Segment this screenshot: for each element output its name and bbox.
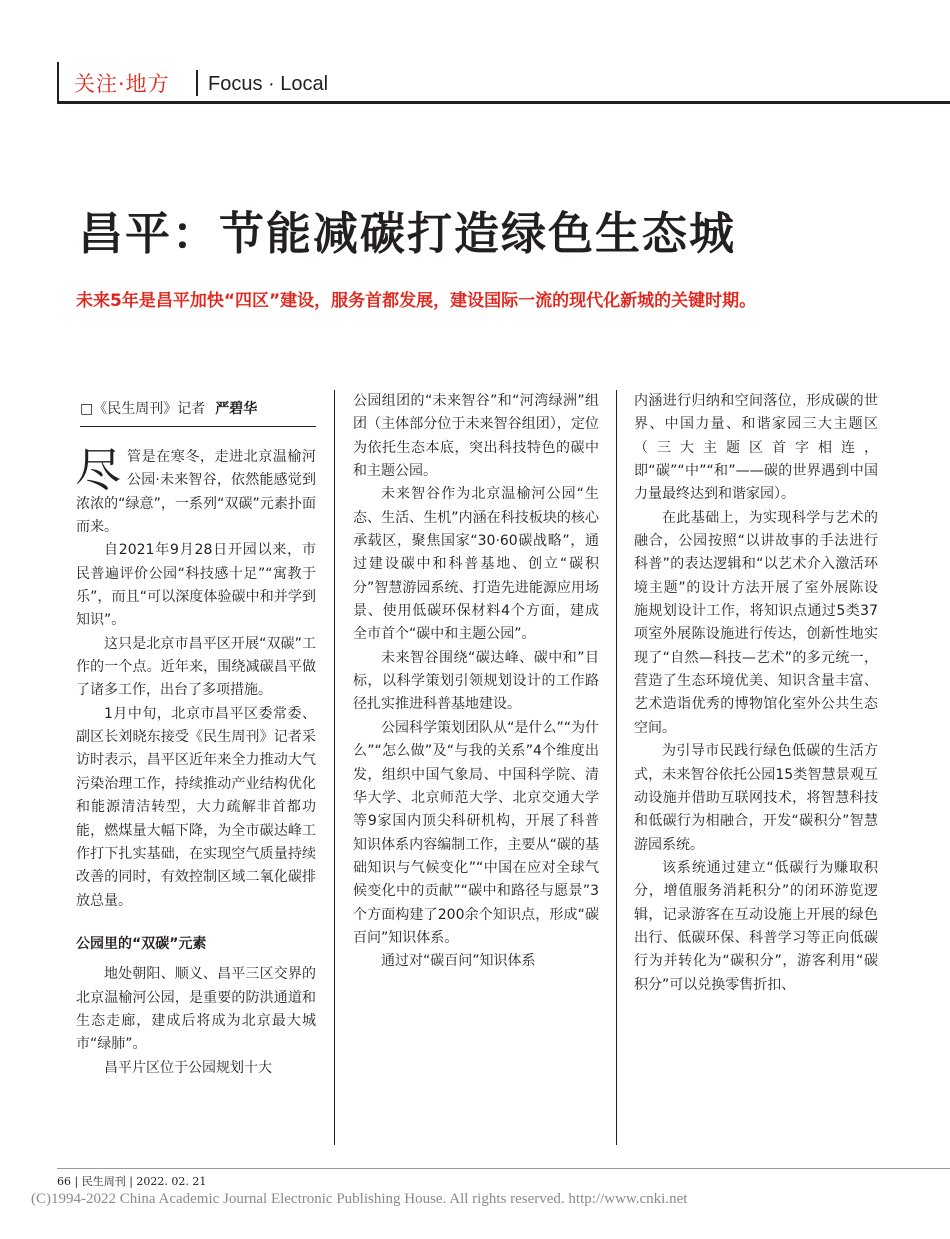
copyright-notice: (C)1994-2022 China Academic Journal Electronic Publishing House. All rights reserved. http://www.cnki.net [31,1191,688,1207]
paragraph: 未来智谷作为北京温榆河公园“生态、生活、生机”内涵在科技板块的核心承载区，聚焦国家“30·60碳战略”，通过建设碳中和科普基地、创立“碳积分”智慧游园系统、打造先进能源应用场景、使用低碳环保材料4个方面，建成全市首个“碳中和主题公园”。 [353,486,599,643]
paragraph: 通过对“碳百问”知识体系 [381,953,536,970]
header-rule [58,101,950,104]
paragraph: 为引导市民践行绿色低碳的生活方式，未来智谷依托公园15类智慧景观互动设施并借助互联网技术，将智慧科技和低碳行为相融合，开发“碳积分”智慧游园系统。 [634,743,878,853]
paragraph: 昌平片区位于公园规划十大 [104,1059,272,1076]
byline-prefix: □《民生周刊》记者 [80,401,206,417]
byline-rule [80,426,316,427]
section-separator [196,70,198,96]
paragraph: 该系统通过建立“低碳行为赚取积分，增值服务消耗积分”的闭环游览逻辑，记录游客在互动设施上开展的绿色出行、低碳环保、科普学习等正向低碳行为并转化为“碳积分”，游客利用“碳积分”可以兑换零售折扣、 [634,859,878,993]
paragraph: 尽管是在寒冬，走进北京温榆河公园·未来智谷，依然能感觉到浓浓的“绿意”，一系列“双碳”元素扑面而来。 [75,443,316,536]
paragraph: 1月中旬，北京市昌平区委常委、副区长刘晓东接受《民生周刊》记者采访时表示，昌平区近年来全力推动大气污染治理工作，持续推动产业结构优化和能源清洁转型，大力疏解非首都功能，燃煤量大幅下降，为全市碳达峰工作打下扎实基础，在实现空气质量持续改善的同时，有效控制区域二氧化碳排放总量。 [76,705,316,909]
section-label-cn: 关注·地方 [74,72,170,96]
page-footer: 66 | 民生周刊 | 2022. 02. 21 [57,1175,207,1188]
column-divider-2 [616,390,617,1145]
section-subheading: 公园里的“双碳”元素 [76,935,207,952]
paragraph: 公园科学策划团队从“是什么”“为什么”“怎么做”及“与我的关系”4个维度出发，组织中国气象局、中国科学院、清华大学、北京师范大学、北京交通大学等9家国内顶尖科研机构，开展了科普知识体系内容编制工作，主要从“碳的基础知识与气候变化”“中国在应对全球气候变化中的贡献”“碳中和路径与愿景”3个方面构建了200余个知识点，形成“碳百问”知识体系。 [353,719,599,946]
paragraph: 内涵进行归纳和空间落位，形成碳的世界、中国力量、和谐家园三大主题区（三大主题区首字相连，即“碳”“中”“和”——碳的世界遇到中国力量最终达到和谐家园）。 [634,393,878,503]
article-column-2 [353,390,599,974]
article-subtitle: 未来5年是昌平加快“四区”建设，服务首都发展，建设国际一流的现代化新城的关键时期。 [76,291,757,311]
header-left-rule [57,62,59,104]
byline-author: 严碧华 [215,401,258,417]
article-column-1 [75,443,316,1080]
column-divider-1 [334,390,335,1145]
article-column-3 [634,390,878,997]
footer-rule [57,1168,950,1169]
paragraph: 地处朝阳、顺义、昌平三区交界的北京温榆河公园，是重要的防洪通道和生态走廊，建成后将成为北京最大城市“绿肺”。 [76,966,316,1053]
section-label-en: Focus · Local [208,73,329,95]
paragraph: 未来智谷围绕“碳达峰、碳中和”目标，以科学策划引领规划设计的工作路径扎实推进科普基地建设。 [353,649,599,713]
byline [80,398,316,420]
paragraph: 在此基础上，为实现科学与艺术的融合，公园按照“以讲故事的手法进行科普”的表达逻辑和“以艺术介入激活环境主题”的设计方法开展了室外展陈设施规划设计工作，将知识点通过5类37项室外展陈设施进行传达，创新性地实现了“自然—科技—艺术”的多元统一，营造了生态环境优美、知识含量丰富、艺术造诣优秀的博物馆化室外公共生态空间。 [634,509,878,736]
drop-cap: 尽 [75,443,121,497]
article-title: 昌平：节能减碳打造绿色生态城 [78,207,737,260]
paragraph: 这只是北京市昌平区开展“双碳”工作的一个点。近年来，围绕减碳昌平做了诸多工作，出台了多项措施。 [76,635,316,699]
paragraph: 公园组团的“未来智谷”和“河湾绿洲”组团（主体部分位于未来智谷组团），定位为依托生态本底，突出科技特色的碳中和主题公园。 [353,393,599,480]
paragraph: 自2021年9月28日开园以来，市民普遍评价公园“科技感十足”“寓教于乐”，而且“可以深度体验碳中和并学到知识”。 [76,542,316,629]
